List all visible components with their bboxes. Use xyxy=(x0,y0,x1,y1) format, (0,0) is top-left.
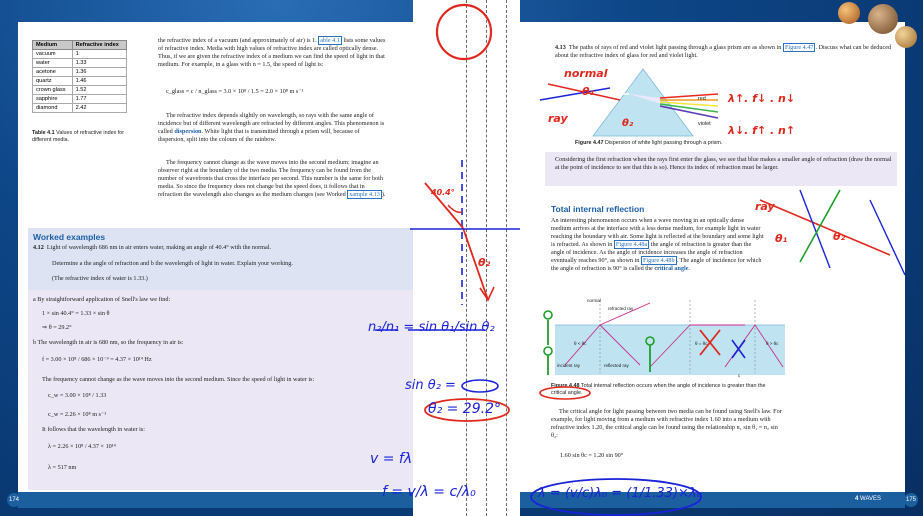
figure-link[interactable]: Figure 4.48b xyxy=(642,257,675,264)
chapter-number: 4 xyxy=(855,496,859,502)
tir-blue-line-a xyxy=(800,190,830,268)
caption-text: Total internal reflection occurs when the angle of incidence is greater than the critical angle. xyxy=(551,383,766,396)
text-run: . The angle of incidence for which the angle of refraction is 90° is called the xyxy=(551,257,762,272)
caption-text: Dispersion of white light passing through a prism. xyxy=(603,140,723,146)
solution-line: f = 3.00 × 10⁸ / 686 × 10⁻⁹ = 4.37 × 10¹⁴ Hz xyxy=(42,356,152,363)
answer-text: Considering the first refraction when the rays first enter the glass, we see that blue makes a smaller angle of refraction (draw the normal at the point of incidence to see that this is so). Hence its index of refraction must be larger. xyxy=(555,156,892,171)
critical-angle-equation: 1.60 sin θc = 1.20 sin 90° xyxy=(560,452,624,459)
example-link[interactable]: xample 4.13 xyxy=(349,191,380,198)
caption-text: Values of refractive index for different media. xyxy=(32,130,125,143)
table-cell: vacuum xyxy=(33,50,73,59)
text-run: The refractive index depends slightly on wavelength, so rays with the same angle of incidence but of different wavelength are refracted by different angles. This phenomenon is called xyxy=(158,112,385,135)
table-link[interactable]: able 4.1 xyxy=(320,37,340,44)
solution-line: c_w = 2.26 × 10⁸ m s⁻¹ xyxy=(48,411,107,418)
table-header: Refractive index xyxy=(72,41,126,50)
diagram-label-incident-ray: incident ray xyxy=(557,363,581,368)
critical-angle-circle xyxy=(540,387,590,399)
caption-label: Table 4.1 xyxy=(32,130,55,136)
text-run: Light of wavelength 686 nm in air enters water, making an angle of 40.4° with the normal. xyxy=(46,244,271,251)
ink-red-relation: λ↑. f↓ . n↓ xyxy=(728,92,796,105)
ink-theta1-prism: θ₁ xyxy=(582,85,595,98)
solution-line: ⇒ θ = 29.2° xyxy=(42,324,72,331)
question-number: 4.13 xyxy=(555,44,566,51)
key-term-dispersion: dispersion xyxy=(174,128,202,135)
tir-paragraph: An interesting phenomenon occurs when a wave moving in an optically dense medium arrives at the interface with a less dense medium, for example light in water reaching the boundary with air. Some light is reflected at the boundary and some light is refracted. As shown in Figure 4.48a the angle of refraction is greater than the angle of incidence. As the angle of incidence increases the angle of refraction eventually reaches 90°, as shown in Figure 4.48b . The angle of incidence for which the angle of refraction is 90° is called the critical angle. xyxy=(551,217,764,272)
arrow-head xyxy=(480,287,494,300)
ink-sin-theta2: sin θ₂ = xyxy=(405,378,456,393)
diagram-label-reflected-ray: reflected ray xyxy=(604,363,629,368)
right-page-number: 175 xyxy=(904,493,918,507)
blank-circle xyxy=(462,380,498,392)
solution-line: λ = 2.26 × 10⁸ / 4.37 × 10¹⁴ xyxy=(48,443,116,450)
diagram-label-theta-c: θ > θc xyxy=(766,341,779,346)
critical-angle-paragraph: The critical angle for light passing between two media can be found using Snell's law. For example, for light moving from a medium with refractive index 1.60 into a medium with refractive index 1.20, the critical angle can be found using the relationship n₁ sin θ₁ = n₂ sin θ₂: xyxy=(551,408,782,439)
table-cell: sapphire xyxy=(33,95,73,104)
worked-examples-heading: Worked examples xyxy=(33,232,106,242)
table-cell: 1.52 xyxy=(72,86,126,95)
ink-ray-label: ray xyxy=(548,112,568,125)
diagram-label-c: c xyxy=(738,373,741,378)
solution-line: a By straightforward application of Snell's law we find: xyxy=(33,296,171,303)
key-term-critical-angle: critical angle xyxy=(654,265,689,272)
tir-blue-line-b xyxy=(870,200,905,275)
ink-frequency-equation: f = v/λ = c/λ₀ xyxy=(382,484,476,500)
text-run: The paths of rays of red and violet light passing through a glass prism are as shown in xyxy=(568,44,782,51)
text-run: . White light that is transmitted through a prism will, because of dispersion, split into the colours of the rainbow. xyxy=(158,128,360,143)
angle-arc xyxy=(448,205,462,212)
table-cell: 1.46 xyxy=(72,77,126,86)
diagram-label-theta-a: θ < θc xyxy=(574,341,587,346)
table-cell: 1 xyxy=(72,50,126,59)
figure-link[interactable]: Figure 4.47 xyxy=(784,44,814,51)
ink-theta2-prism: θ₂ xyxy=(622,118,634,129)
question-number: 4.12 xyxy=(33,244,44,251)
prism-label-red: red xyxy=(698,96,706,102)
table-cell: 1.36 xyxy=(72,68,126,77)
prism-label-violet: violet xyxy=(698,121,711,127)
diagram-label-theta-b: θ = θc xyxy=(695,341,708,346)
question-4-12-tasks: Determine a the angle of refraction and b the wavelength of light in water. Explain your working. xyxy=(52,260,293,267)
ink-angle-40-4: 40.4° xyxy=(431,188,455,197)
ink-board-theta2: θ₂ xyxy=(478,256,491,269)
table-cell: quartz xyxy=(33,77,73,86)
text-run: The frequency cannot change as the wave moves into the second medium: imagine an observer right at the boundary of the two media. The frequency can be found from the number of wavefronts that cross the interface per second. This number is the same for both media. So since the frequency does not change but the speed does, it follows that in refraction the wavelength also changes as the medium changes (see Worked xyxy=(158,159,383,198)
figure-link[interactable]: Figure 4.48a xyxy=(615,241,648,248)
tir-red-line xyxy=(760,200,890,255)
text-run: An interesting phenomenon occurs when a wave moving in an optically dense medium arrives at the interface with a less dense medium, for example light in water reaching the boundary with air. Some light is reflected at the boundary and some light is refracted. As shown in xyxy=(551,217,764,248)
ink-violet-relation: λ↓. f↑ . n↑ xyxy=(728,124,796,137)
solution-line: 1 × sin 40.4° = 1.33 × sin θ xyxy=(42,310,110,317)
ink-normal-label: normal xyxy=(564,67,608,80)
solution-line: The frequency cannot change as the wave moves into the second medium. Since the speed of light in water is: xyxy=(42,376,315,383)
ink-wave-equation: v = fλ xyxy=(370,451,413,467)
table-cell: crown glass xyxy=(33,86,73,95)
solution-line: λ = 517 nm xyxy=(48,464,77,471)
caption-label: Figure 4.47 xyxy=(575,140,604,146)
ink-theta2-result: θ₂ = 29.2° xyxy=(428,401,501,417)
equation-speed-in-glass: c_glass = c / n_glass = 3.0 × 10⁸ / 1.5 = 2.0 × 10⁸ m s⁻¹ xyxy=(166,88,304,95)
left-page-number: 174 xyxy=(7,493,21,507)
chapter-title: WAVES xyxy=(860,496,882,502)
table-cell: water xyxy=(33,59,73,68)
caption-label: Figure 4.48 xyxy=(551,383,580,389)
solution-line: It follows that the wavelength in water is: xyxy=(42,426,145,433)
ink-tir-theta2: θ₂ xyxy=(833,230,846,243)
solution-line: b The wavelength in air is 680 nm, so the frequency in air is: xyxy=(33,339,184,346)
stick-figure-head xyxy=(544,347,552,355)
text-run: . Discuss what can be deduced about the refractive index of glass for red and violet light. xyxy=(555,44,892,59)
table-cell: acetone xyxy=(33,68,73,77)
text-run: ). xyxy=(381,191,386,198)
ink-tir-theta1: θ₁ xyxy=(775,232,788,245)
table-cell: 1.33 xyxy=(72,59,126,68)
text-run: the refractive index of a vacuum (and approximately of air) is 1. xyxy=(158,37,317,44)
tir-heading: Total internal reflection xyxy=(551,204,645,214)
ink-wavelength-equation: λ = (v/c)λ₀ = (1/1.33)×λ₀ xyxy=(538,486,702,501)
diagram-label-normal: normal xyxy=(587,298,601,303)
text-run: the angle of refraction is greater than the angle of incidence. As the angle of incidence increases the angle of refraction eventually reaches 90°, as shown in xyxy=(551,241,752,264)
text-run: lists some values of refractive index. Media with high values of refractive index are called optically dense. Thus, if we are given the refractive index of a medium we can find the speed of light in that medium. For example, in a glass with n = 1.5, the speed of light is: xyxy=(158,37,386,68)
table-cell: diamond xyxy=(33,104,73,113)
table-header: Medium xyxy=(33,41,73,50)
table-cell: 1.77 xyxy=(72,95,126,104)
solution-line: c_w = 3.00 × 10⁸ / 1.33 xyxy=(48,392,107,399)
diagram-label-refracted-ray: refracted ray xyxy=(608,306,634,311)
red-circle-mark xyxy=(437,5,491,59)
tir-green-line xyxy=(800,190,840,262)
stick-figure-head xyxy=(544,311,552,319)
question-4-12-note: (The refractive index of water is 1.33.) xyxy=(52,275,148,282)
ink-tir-ray-label: ray xyxy=(755,200,775,213)
ink-snell-ratio: n₂/n₁ = sin θ₁/sin θ₂ xyxy=(368,320,495,335)
table-cell: 2.42 xyxy=(72,104,126,113)
stick-figure-head xyxy=(646,337,654,345)
